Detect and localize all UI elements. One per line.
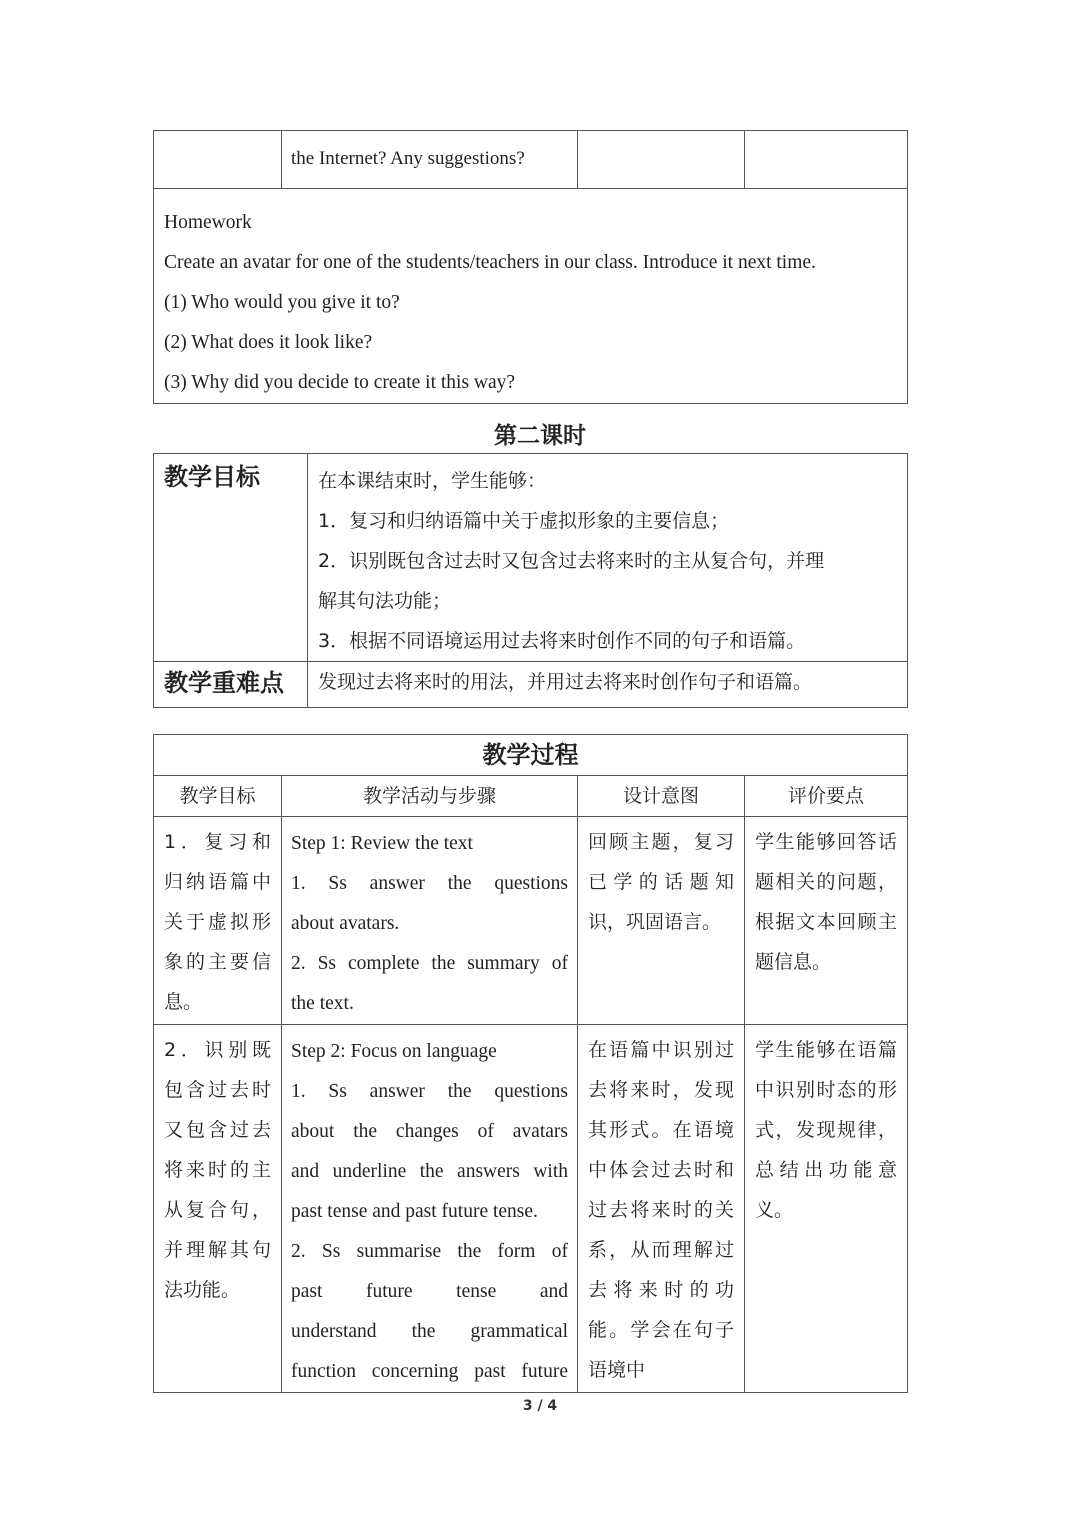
key-points-text: 发现过去将来时的用法，并用过去将来时创作句子和语篇。: [308, 662, 908, 708]
key-points-label: 教学重难点: [154, 662, 308, 708]
homework-heading: Homework: [164, 212, 252, 233]
goals-label: 教学目标: [154, 454, 308, 662]
goal-item: 1．复习和归纳语篇中关于虚拟形象的主要信息；: [318, 510, 730, 532]
step-line: 1. Ss answer the questions: [291, 873, 568, 894]
homework-question: (2) What does it look like?: [164, 332, 373, 353]
objectives-table: [153, 453, 908, 708]
row-evaluation: 学生能够在语篇中识别时态的形式，发现规律，总结出功能意义。: [745, 1025, 908, 1393]
row-goal: 2．识别既包含过去时又包含过去将来时的主从复合句，并理解其句法功能。: [154, 1025, 282, 1393]
homework-table: [153, 130, 908, 404]
lesson-title: 第二课时: [494, 423, 586, 449]
table-row: [154, 817, 908, 1025]
empty-cell: [578, 131, 745, 189]
table-row: [154, 1025, 908, 1393]
step-line: about avatars.: [291, 913, 400, 934]
step-line: past tense and past future tense.: [291, 1201, 538, 1222]
continued-activity-text: the Internet? Any suggestions?: [282, 131, 578, 189]
goal-item: 2．识别既包含过去时又包含过去将来时的主从复合句，并理: [318, 550, 825, 572]
step-line: past future tense and: [291, 1281, 568, 1302]
teaching-process-table: [153, 734, 908, 1393]
row-goal: 1．复习和归纳语篇中关于虚拟形象的主要信息。: [154, 817, 282, 1025]
homework-question: (1) Who would you give it to?: [164, 292, 400, 313]
column-header: 评价要点: [745, 776, 908, 817]
row-intent: 在语篇中识别过去将来时，发现其形式。在语境中体会过去时和过去将来时的关系，从而理解过去将来时的功能。学会在句子语境中: [578, 1025, 745, 1393]
empty-cell: [154, 131, 282, 189]
step-line: function concerning past future: [291, 1361, 568, 1382]
page-number: 3 / 4: [522, 1398, 558, 1414]
step-line: 2. Ss summarise the form of: [291, 1241, 568, 1262]
empty-cell: [745, 131, 908, 189]
homework-task: Create an avatar for one of the students/teachers in our class. Introduce it next time.: [164, 252, 816, 273]
homework-cell: [154, 189, 908, 404]
process-title: 教学过程: [154, 735, 908, 776]
row-steps: [282, 1025, 578, 1393]
step-heading: Step 2: Focus on language: [291, 1041, 497, 1062]
column-header: 教学活动与步骤: [282, 776, 578, 817]
row-evaluation: 学生能够回答话题相关的问题，根据文本回顾主题信息。: [745, 817, 908, 1025]
homework-question: (3) Why did you decide to create it this way?: [164, 372, 516, 393]
step-line: the text.: [291, 993, 354, 1014]
column-header: 教学目标: [154, 776, 282, 817]
goal-item: 解其句法功能；: [318, 590, 452, 612]
goals-content: [308, 454, 908, 662]
goals-intro: 在本课结束时，学生能够：: [318, 470, 547, 492]
step-line: about the changes of avatars: [291, 1121, 568, 1142]
step-line: and underline the answers with: [291, 1161, 568, 1182]
step-heading: Step 1: Review the text: [291, 833, 473, 854]
step-line: 1. Ss answer the questions: [291, 1081, 568, 1102]
goal-item: 3．根据不同语境运用过去将来时创作不同的句子和语篇。: [318, 630, 806, 652]
step-line: understand the grammatical: [291, 1321, 568, 1342]
column-header: 设计意图: [578, 776, 745, 817]
row-steps: [282, 817, 578, 1025]
row-intent: 回顾主题，复习已学的话题知识，巩固语言。: [578, 817, 745, 1025]
step-line: 2. Ss complete the summary of: [291, 953, 568, 974]
